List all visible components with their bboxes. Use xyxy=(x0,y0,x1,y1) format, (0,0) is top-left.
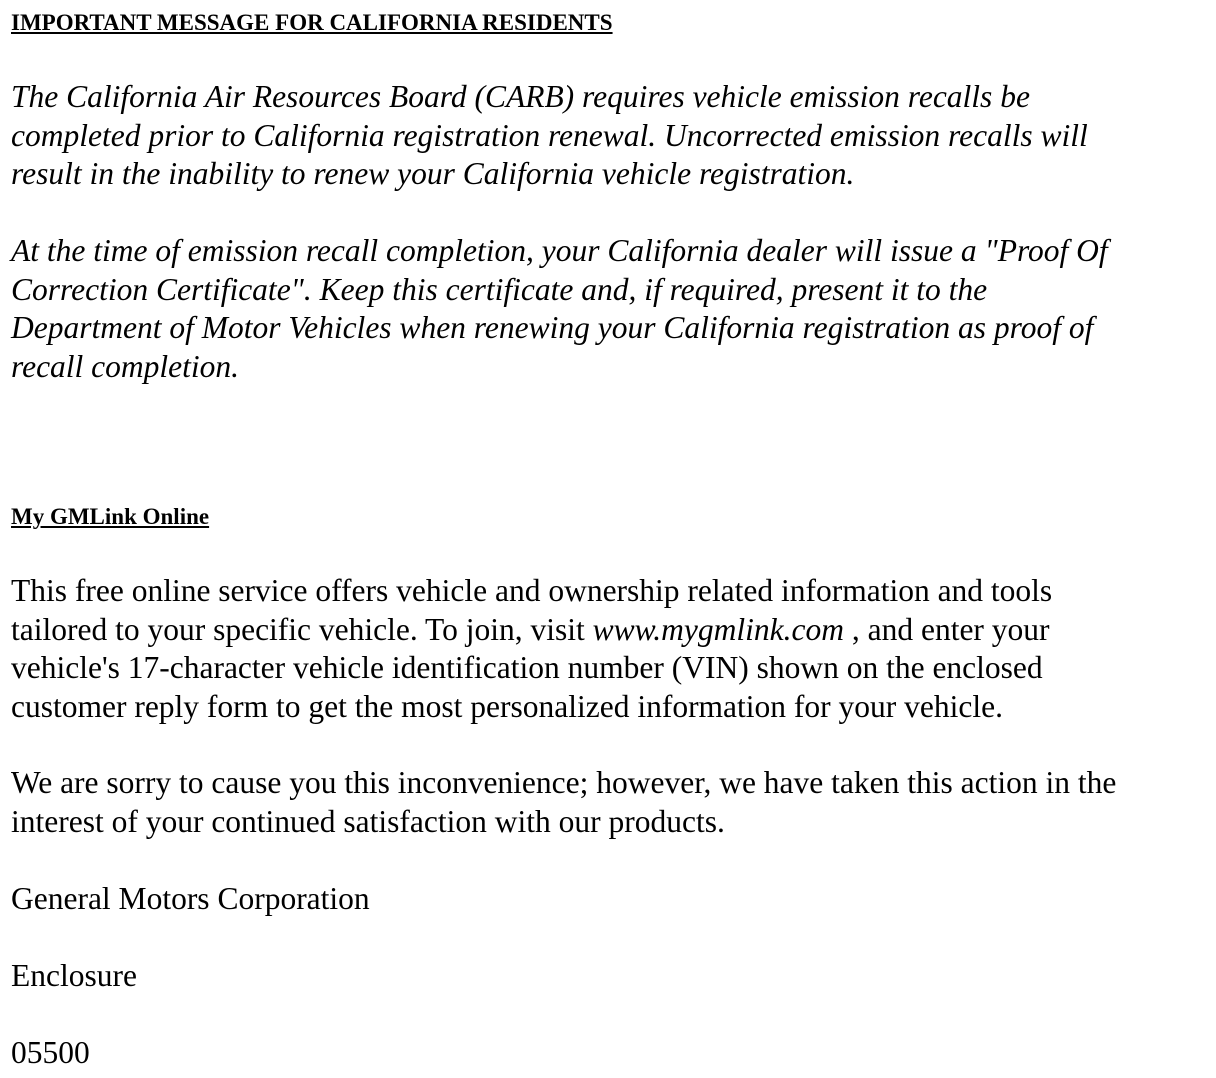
text-line: At the time of emission recall completion, your California dealer will issue a "Proof Of xyxy=(11,233,1108,268)
carb-requirement-paragraph xyxy=(11,78,1207,194)
enclosure-label xyxy=(11,957,1207,996)
text-line: Enclosure xyxy=(11,958,137,993)
text-line: We are sorry to cause you this inconvenience; however, we have taken this action in the xyxy=(11,765,1117,800)
text-line: interest of your continued satisfaction with our products. xyxy=(11,803,725,839)
text-line: The California Air Resources Board (CARB) requires vehicle emission recalls be xyxy=(11,79,1030,114)
text-line: 05500 xyxy=(11,1035,90,1070)
text-line: Correction Certificate". Keep this certificate and, if required, present it to the xyxy=(11,271,988,307)
text-line xyxy=(11,611,1207,650)
gmlink-heading: My GMLink Online xyxy=(11,504,210,529)
text-line: General Motors Corporation xyxy=(11,881,370,916)
signature xyxy=(11,880,1207,919)
text-line: completed prior to California registration renewal. Uncorrected emission recalls will xyxy=(11,117,1088,153)
text-line: customer reply form to get the most personalized information for your vehicle. xyxy=(11,688,1003,724)
california-heading: IMPORTANT MESSAGE FOR CALIFORNIA RESIDENTS xyxy=(11,10,613,35)
text-line: recall completion. xyxy=(11,348,240,384)
apology-paragraph xyxy=(11,764,1207,841)
proof-of-correction-paragraph xyxy=(11,232,1207,386)
text-line: vehicle's 17-character vehicle identification number (VIN) shown on the enclosed xyxy=(11,650,1043,685)
text-fragment: , and enter your xyxy=(843,611,1050,647)
document-code xyxy=(11,1034,1207,1073)
gmlink-paragraph xyxy=(11,572,1207,726)
text-fragment: tailored to your specific vehicle. To join, visit xyxy=(11,611,593,647)
text-line: Department of Motor Vehicles when renewing your California registration as proof of xyxy=(11,310,1094,345)
text-line: This free online service offers vehicle and ownership related information and tools xyxy=(11,573,1053,608)
gmlink-url-link[interactable]: www.mygmlink.com xyxy=(592,611,844,647)
text-line: result in the inability to renew your California vehicle registration. xyxy=(11,156,855,191)
